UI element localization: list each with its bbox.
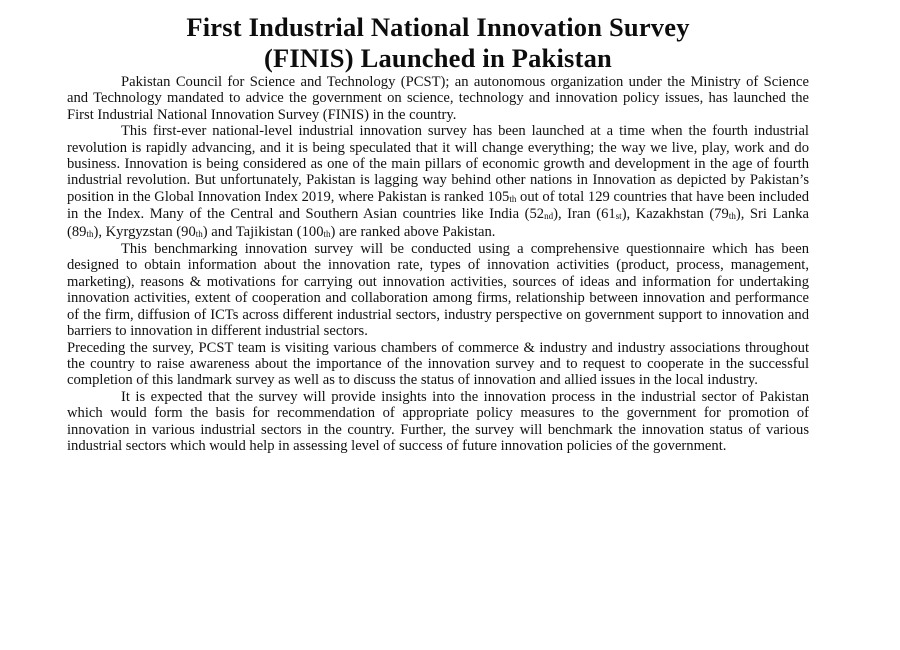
- article-title-line-1: First Industrial National Innovation Survey: [186, 12, 690, 42]
- text-segment: ), Kyrgyzstan (90: [93, 223, 196, 240]
- article-title-line-2: (FINIS) Launched in Pakistan: [264, 43, 612, 73]
- text-segment: ), Kazakhstan (79: [621, 206, 729, 223]
- text-segment: ) are ranked above Pakistan.: [330, 223, 496, 240]
- ordinal-suffix: th: [195, 228, 203, 239]
- paragraph-conclusion: It is expected that the survey will provide insights into the innovation process in the industrial sector of Pakistan which would form the basis for recommendation of appropriate policy measures to the government for promotion of innovation in various industrial sectors in the country. Further, the survey will benchmark the innovation status of various industrial sectors which would help in assessing level of success of future innovation policies of the government.: [67, 388, 809, 454]
- ordinal-suffix: th: [728, 211, 736, 222]
- paragraph-intro: Pakistan Council for Science and Technology (PCST); an autonomous organization under the Ministry of Science and Technology mandated to advice the government on science, technology and innovation policy issues, has launched the First Industrial National Innovation Survey (FINIS) in the country.: [67, 74, 809, 123]
- paragraph-awareness: Preceding the survey, PCST team is visiting various chambers of commerce & industry and industry associations throughout the country to raise awareness about the importance of the innovation survey and to request to cooperate in the successful completion of this landmark survey as well as to discuss the status of innovation and allied issues in the local industry.: [67, 339, 809, 389]
- ordinal-suffix: st: [615, 211, 622, 222]
- ordinal-suffix: nd: [544, 211, 554, 222]
- ordinal-suffix: th: [509, 193, 517, 204]
- article: [67, 12, 809, 454]
- ordinal-suffix: th: [323, 228, 331, 239]
- paragraph-questionnaire: This benchmarking innovation survey will be conducted using a comprehensive questionnaire which has been designed to obtain information about the innovation rate, types of innovation activities (product, process, management, marketing), reasons & motivations for carrying out innovation activities, sources of ideas and information for undertaking innovation activities, extent of cooperation and collaboration among firms, relationship between innovation and performance of the firm, diffusion of ICTs across different industrial sectors, industry perspective on government support to innovation and barriers to innovation in different industrial sectors.: [67, 241, 809, 340]
- text-segment: This first-ever national-level industrial innovation survey has been launched at a time when the fourth industrial revolution is rapidly advancing, and it is being speculated that it will change everything; the way we live, play, work and do business. Innovation is being considered as one of the main pillars of economic growth and development in the age of fourth industrial revolution. But unfortunately, Pakistan is lagging way behind other nations in Innovation as depicted by Pakistan’s position in the Global Innovation Index 2019, where Pakistan is ranked 105: [67, 123, 809, 205]
- paragraph-innovation-index: [67, 123, 809, 241]
- article-title: [67, 12, 809, 74]
- text-segment: ), Iran (61: [553, 206, 616, 223]
- text-segment: ) and Tajikistan (100: [202, 223, 324, 240]
- text-segment: ), Sri Lanka (89: [67, 206, 809, 240]
- ordinal-suffix: th: [86, 228, 94, 239]
- text-segment: out of total 129 countries that have been included in the Index. Many of the Central and Southern Asian countries like India (52: [67, 188, 809, 223]
